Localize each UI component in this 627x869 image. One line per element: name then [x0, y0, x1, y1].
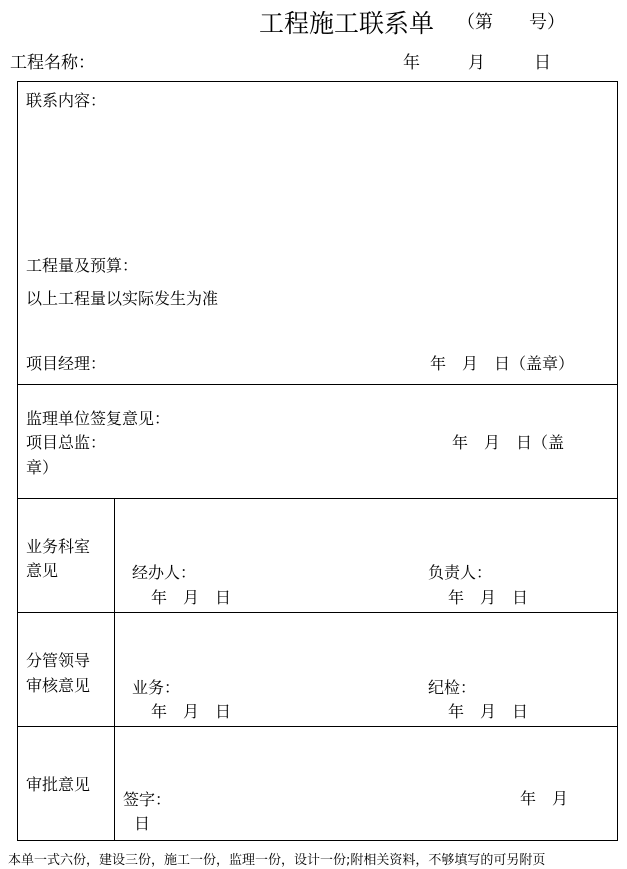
approval-date-day: 日	[134, 814, 151, 833]
responsible-date: 年 月 日	[448, 588, 529, 607]
quantity-note: 以上工程量以实际发生为准	[26, 289, 219, 308]
leader-review-label-2: 审核意见	[26, 676, 91, 695]
handler-date: 年 月 日	[151, 588, 232, 607]
chief-supervisor-date-wrap: 章）	[26, 458, 59, 477]
discipline-date: 年 月 日	[448, 702, 529, 721]
header-date-day: 日	[534, 53, 551, 73]
header-date-month: 月	[468, 53, 485, 73]
responsible-label: 负责人：	[428, 563, 493, 582]
contact-content-label: 联系内容：	[26, 91, 107, 110]
form-number: （第 号）	[457, 12, 565, 33]
leader-review-label-1: 分管领导	[26, 651, 91, 670]
signature-label: 签字：	[123, 790, 172, 809]
business-dept-label-1: 业务科室	[26, 537, 91, 556]
form-title: 工程施工联系单	[259, 9, 435, 38]
chief-supervisor-label: 项目总监：	[26, 433, 107, 452]
business-signoff-date: 年 月 日	[151, 702, 232, 721]
footer-note: 本单一式六份，建设三份，施工一份，监理一份，设计一份;附相关资料，不够填写的可另附页	[8, 853, 546, 868]
supervision-opinion-label: 监理单位签复意见：	[26, 409, 171, 428]
approval-label: 审批意见	[26, 775, 91, 794]
business-signoff-label: 业务：	[132, 678, 181, 697]
project-manager-date: 年 月 日（盖章）	[430, 354, 575, 373]
handler-label: 经办人：	[132, 563, 197, 582]
project-manager-label: 项目经理：	[26, 354, 107, 373]
approval-date-ym: 年 月	[520, 789, 569, 808]
quantity-budget-label: 工程量及预算：	[26, 256, 139, 275]
business-dept-label-2: 意见	[26, 561, 59, 580]
project-name-label: 工程名称：	[10, 53, 95, 73]
discipline-label: 纪检：	[428, 678, 477, 697]
chief-supervisor-date: 年 月 日（盖	[452, 433, 565, 452]
header-date-year: 年	[403, 53, 420, 73]
